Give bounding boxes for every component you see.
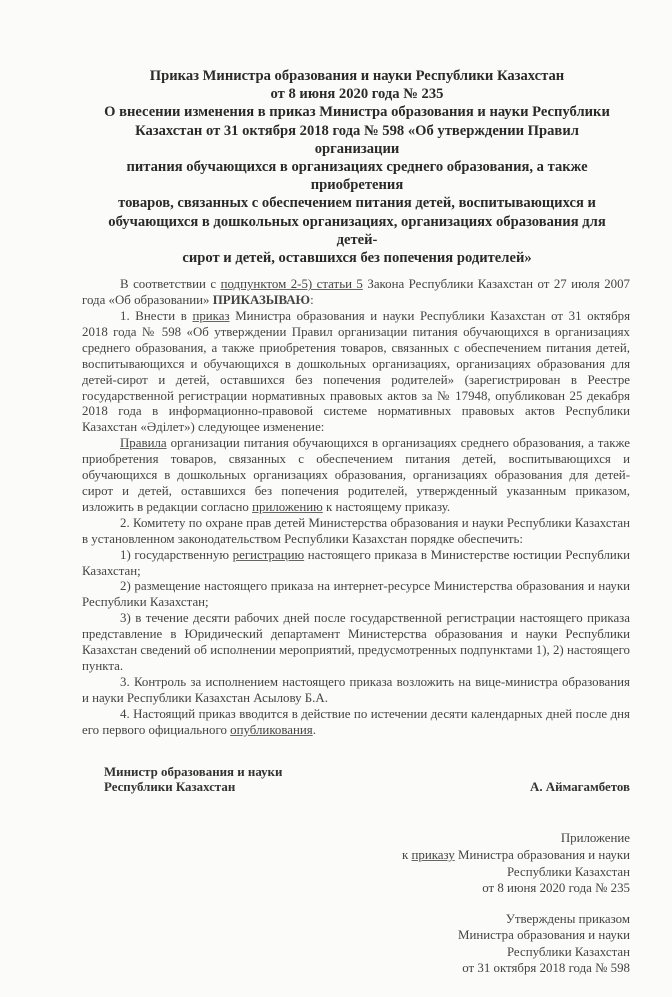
- approved-line: Министра образования и науки: [458, 928, 630, 943]
- preamble-text: Закона Республики Казахстан от 27 июля 2007 года «Об образовании»: [82, 277, 630, 308]
- approved-line: Республики Казахстан: [506, 944, 630, 959]
- item-2-sub-2: 2) размещение настоящего приказа на интернет-ресурсе Министерства образования и науки Республики Казахстан;: [82, 579, 630, 610]
- signatory-name: А. Аймагамбетов: [530, 780, 630, 795]
- registration-link[interactable]: регистрацию: [232, 547, 305, 562]
- item-1-text: Министра образования и науки Республики Казахстан от 31 октября 2018 года № 598 «Об утверждении Правил организации питания обучающихся в организациях среднего образования, а также приобретения товаров, связанных с обеспечением питания детей, воспитывающихся и обучающихся в дошкольных организациях, организациях образования для детей-сирот и детей, оставшихся без попечения родителей» (зарегистрирован в Реестре государственной регистрации нормативных правовых актов за № 17948, опубликован 25 декабря 2018 года в информационно-правовой системе нормативных правовых актов Республики Казахстан «Әділет») следующее изменение:: [82, 309, 631, 435]
- title-date-line: от 8 июня 2020 года № 235: [270, 86, 444, 103]
- item-2-paragraph: 2. Комитету по охране прав детей Министерства образования и науки Республики Казахстан в установленном законодательством Республики Казахстан порядке обеспечить:: [82, 515, 630, 546]
- appendix-order-link[interactable]: приказу: [411, 847, 455, 862]
- subject-line: О внесении изменения в приказ Министра образования и науки Республики: [104, 104, 610, 121]
- rules-text: организации питания обучающихся в организациях среднего образования, а также приобретения товаров, связанных с обеспечением питания детей, воспитывающихся и обучающихся в дошкольных организациях образования, организациях образования для детей-сирот и детей, оставшихся без попечения родителей, утвержденный указанным приказом, изложить в редакции согласно: [82, 436, 630, 514]
- preamble-text: В соответствии с: [120, 277, 221, 292]
- document-body: [82, 277, 630, 738]
- rules-paragraph: [82, 436, 630, 516]
- item-1-text: 1. Внести в: [120, 309, 193, 324]
- appendix-text: к: [401, 847, 412, 862]
- title-line: Приказ Министра образования и науки Республики Казахстан: [149, 68, 565, 84]
- publication-link[interactable]: опубликования: [230, 722, 313, 737]
- order-link[interactable]: приказ: [192, 309, 230, 324]
- item-4-text: 4. Настоящий приказ вводится в действие по истечении десяти календарных дней после дня его первого официального: [82, 706, 630, 737]
- appendix-text: Министра образования и науки: [454, 847, 630, 862]
- item-1-paragraph: [82, 309, 630, 436]
- appendix-line: от 8 июня 2020 года № 235: [482, 881, 630, 896]
- subject-line: Казахстан от 31 октября 2018 года № 598 «Об утверждении Правил организации: [135, 122, 579, 157]
- preamble-paragraph: [82, 277, 630, 309]
- appendix-link[interactable]: приложению: [252, 499, 323, 514]
- punctuation: .: [312, 722, 316, 737]
- law-article-link[interactable]: подпунктом 2-5) статьи 5: [220, 277, 363, 292]
- item-2-sub-3: 3) в течение десяти рабочих дней после государственной регистрации настоящего приказа представление в Юридический департамент Министерства образования и науки Республики Казахстан сведений об исполнении мероприятий, предусмотренных подпунктами 1), 2) настоящего пункта.: [82, 611, 630, 673]
- item-3-paragraph: 3. Контроль за исполнением настоящего приказа возложить на вице-министра образования и науки Республики Казахстан Асылову Б.А.: [82, 674, 630, 705]
- subject-line: товаров, связанных с обеспечением питания детей, воспитывающихся и: [118, 195, 596, 212]
- approved-line: Утверждены приказом: [505, 911, 630, 926]
- rules-link[interactable]: Правила: [120, 436, 167, 451]
- document-title: [92, 67, 622, 267]
- signature-position-line: Министр образования и науки: [104, 764, 283, 779]
- subject-line: сирот и детей, оставшихся без попечения родителей»: [182, 250, 532, 267]
- signature-row: [82, 765, 630, 797]
- appendix-line: Республики Казахстан: [506, 864, 630, 879]
- sub-1-text: 1) государственную: [120, 547, 233, 562]
- punctuation: :: [310, 293, 314, 308]
- signature-position-line: Республики Казахстан: [104, 780, 236, 795]
- appendix-line: Приложение: [560, 831, 630, 846]
- subject-line: обучающихся в дошкольных организациях, организациях образования для детей-: [108, 213, 606, 248]
- sub-1-text: настоящего приказа в Министерстве юстиции Республики Казахстан;: [82, 547, 630, 578]
- item-2-sub-1: [82, 548, 630, 580]
- approved-block: [82, 911, 630, 977]
- command-word: ПРИКАЗЫВАЮ: [212, 293, 311, 308]
- subject-line: питания обучающихся в организациях среднего образования, а также приобретения: [126, 159, 588, 194]
- appendix-block: [82, 830, 630, 896]
- rules-text: к настоящему приказу.: [322, 499, 451, 514]
- signature-position: [104, 765, 282, 797]
- item-4-paragraph: [82, 707, 630, 739]
- approved-line: от 31 октября 2018 года № 598: [462, 961, 630, 976]
- appendix-line: [82, 847, 630, 864]
